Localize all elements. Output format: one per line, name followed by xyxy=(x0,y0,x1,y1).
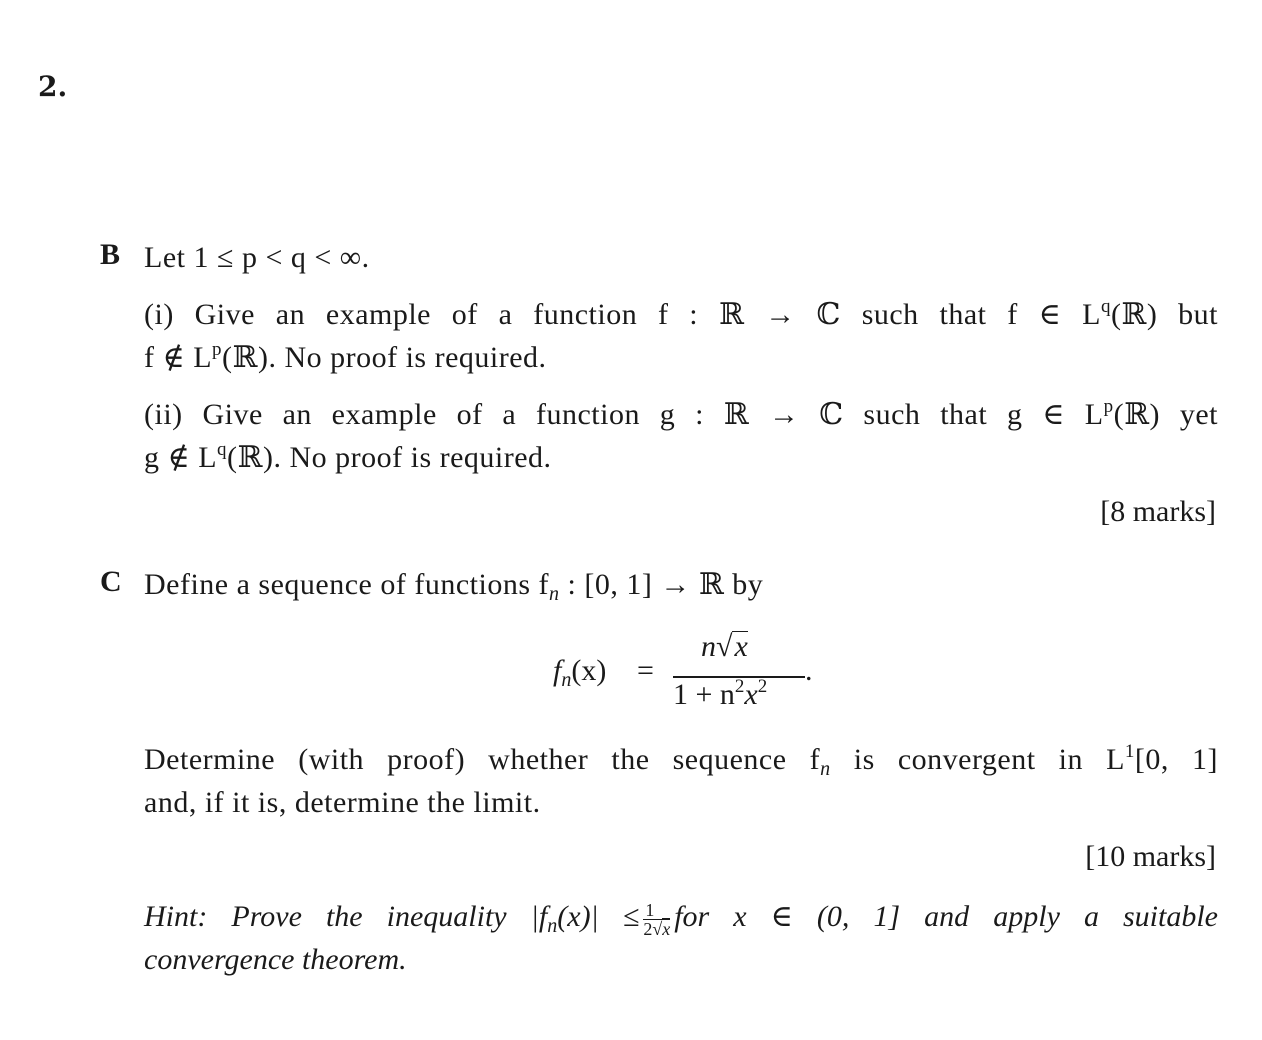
formula-equals: = xyxy=(637,654,654,687)
part-b-intro: Let 1 ≤ p < q < ∞. xyxy=(144,241,370,274)
formula-denominator xyxy=(673,678,767,712)
formula-den-x: x xyxy=(744,678,758,711)
part-b-i-line1 xyxy=(144,295,1218,335)
part-c-body-line1 xyxy=(144,740,1218,780)
part-b-ii-line1 xyxy=(144,395,1218,435)
formula-lhs-sub: n xyxy=(561,669,572,691)
hint-frac-den-rad: x xyxy=(662,918,671,939)
part-c-body1-sub: n xyxy=(820,758,831,780)
part-c-intro-a: Define a sequence of functions f xyxy=(144,568,550,601)
part-c-marks: [10 marks] xyxy=(1085,840,1216,873)
question-number: 2. xyxy=(38,70,68,103)
hint-frac-den-2: 2 xyxy=(643,918,653,939)
hint-a: Hint: Prove the inequality |f xyxy=(144,900,548,933)
hint-line1 xyxy=(144,897,1218,938)
formula-lhs-f: f xyxy=(553,654,562,687)
part-c-body1-sup: 1 xyxy=(1124,741,1135,762)
formula-num-radicand: x xyxy=(734,630,748,663)
hint-b: (x)| ≤ xyxy=(557,900,640,933)
part-c-intro-b: : [0, 1] → ℝ by xyxy=(559,568,764,601)
part-b-ii-line1-sup: p xyxy=(1103,396,1114,417)
part-c-letter: C xyxy=(100,565,122,598)
formula-lhs-arg: (x) xyxy=(571,654,607,687)
hint-c: for x ∈ (0, 1] and apply a suitable xyxy=(674,900,1218,933)
part-b-ii-line1-end: (ℝ) yet xyxy=(1113,398,1218,431)
part-c-body-line2: and, if it is, determine the limit. xyxy=(144,786,541,819)
part-b-ii-line1-text: (ii) Give an example of a function g : ℝ → ℂ such that g ∈ L xyxy=(144,398,1104,431)
formula-den-a: 1 + n xyxy=(673,678,735,711)
formula-den-sup2: 2 xyxy=(757,676,768,697)
display-formula xyxy=(553,630,853,720)
part-b-letter: B xyxy=(100,238,121,271)
formula-lhs xyxy=(553,654,607,691)
part-b-marks: [8 marks] xyxy=(1100,495,1216,528)
part-b-ii-line2 xyxy=(144,438,1218,478)
part-b-i-line2-sup: p xyxy=(212,339,223,360)
part-b-i-line2-a: f ∉ L xyxy=(144,341,213,374)
part-c-body1-c: [0, 1] xyxy=(1134,743,1218,776)
part-b-i-line1-text: (i) Give an example of a function f : ℝ → ℂ such that f ∈ L xyxy=(144,298,1101,331)
hint-sub: n xyxy=(547,915,558,937)
hint-frac-den: 2√x xyxy=(643,918,671,939)
part-c-intro-sub: n xyxy=(549,583,560,605)
part-b-i-line2 xyxy=(144,338,1218,378)
hint-frac-num: 1 xyxy=(643,901,670,920)
formula-den-sup1: 2 xyxy=(734,676,745,697)
formula-numerator: n√x xyxy=(701,630,748,663)
part-b-ii-line2-a: g ∉ L xyxy=(144,441,218,474)
formula-num-n: n xyxy=(701,630,716,663)
part-b-ii-line2-sup: q xyxy=(217,439,228,460)
part-c-body1-b: is convergent in L xyxy=(830,743,1125,776)
formula-period: . xyxy=(805,654,813,687)
hint-line2: convergence theorem. xyxy=(144,943,407,976)
part-c-intro xyxy=(144,565,1218,605)
part-b-ii-line2-b: (ℝ). No proof is required. xyxy=(227,441,552,474)
part-c-body1-a: Determine (with proof) whether the sequence f xyxy=(144,743,821,776)
part-b-i-line2-b: (ℝ). No proof is required. xyxy=(222,341,547,374)
part-b-i-line1-end: (ℝ) but xyxy=(1110,298,1218,331)
part-b-i-line1-sup: q xyxy=(1100,296,1111,317)
hint-fraction xyxy=(643,901,670,938)
